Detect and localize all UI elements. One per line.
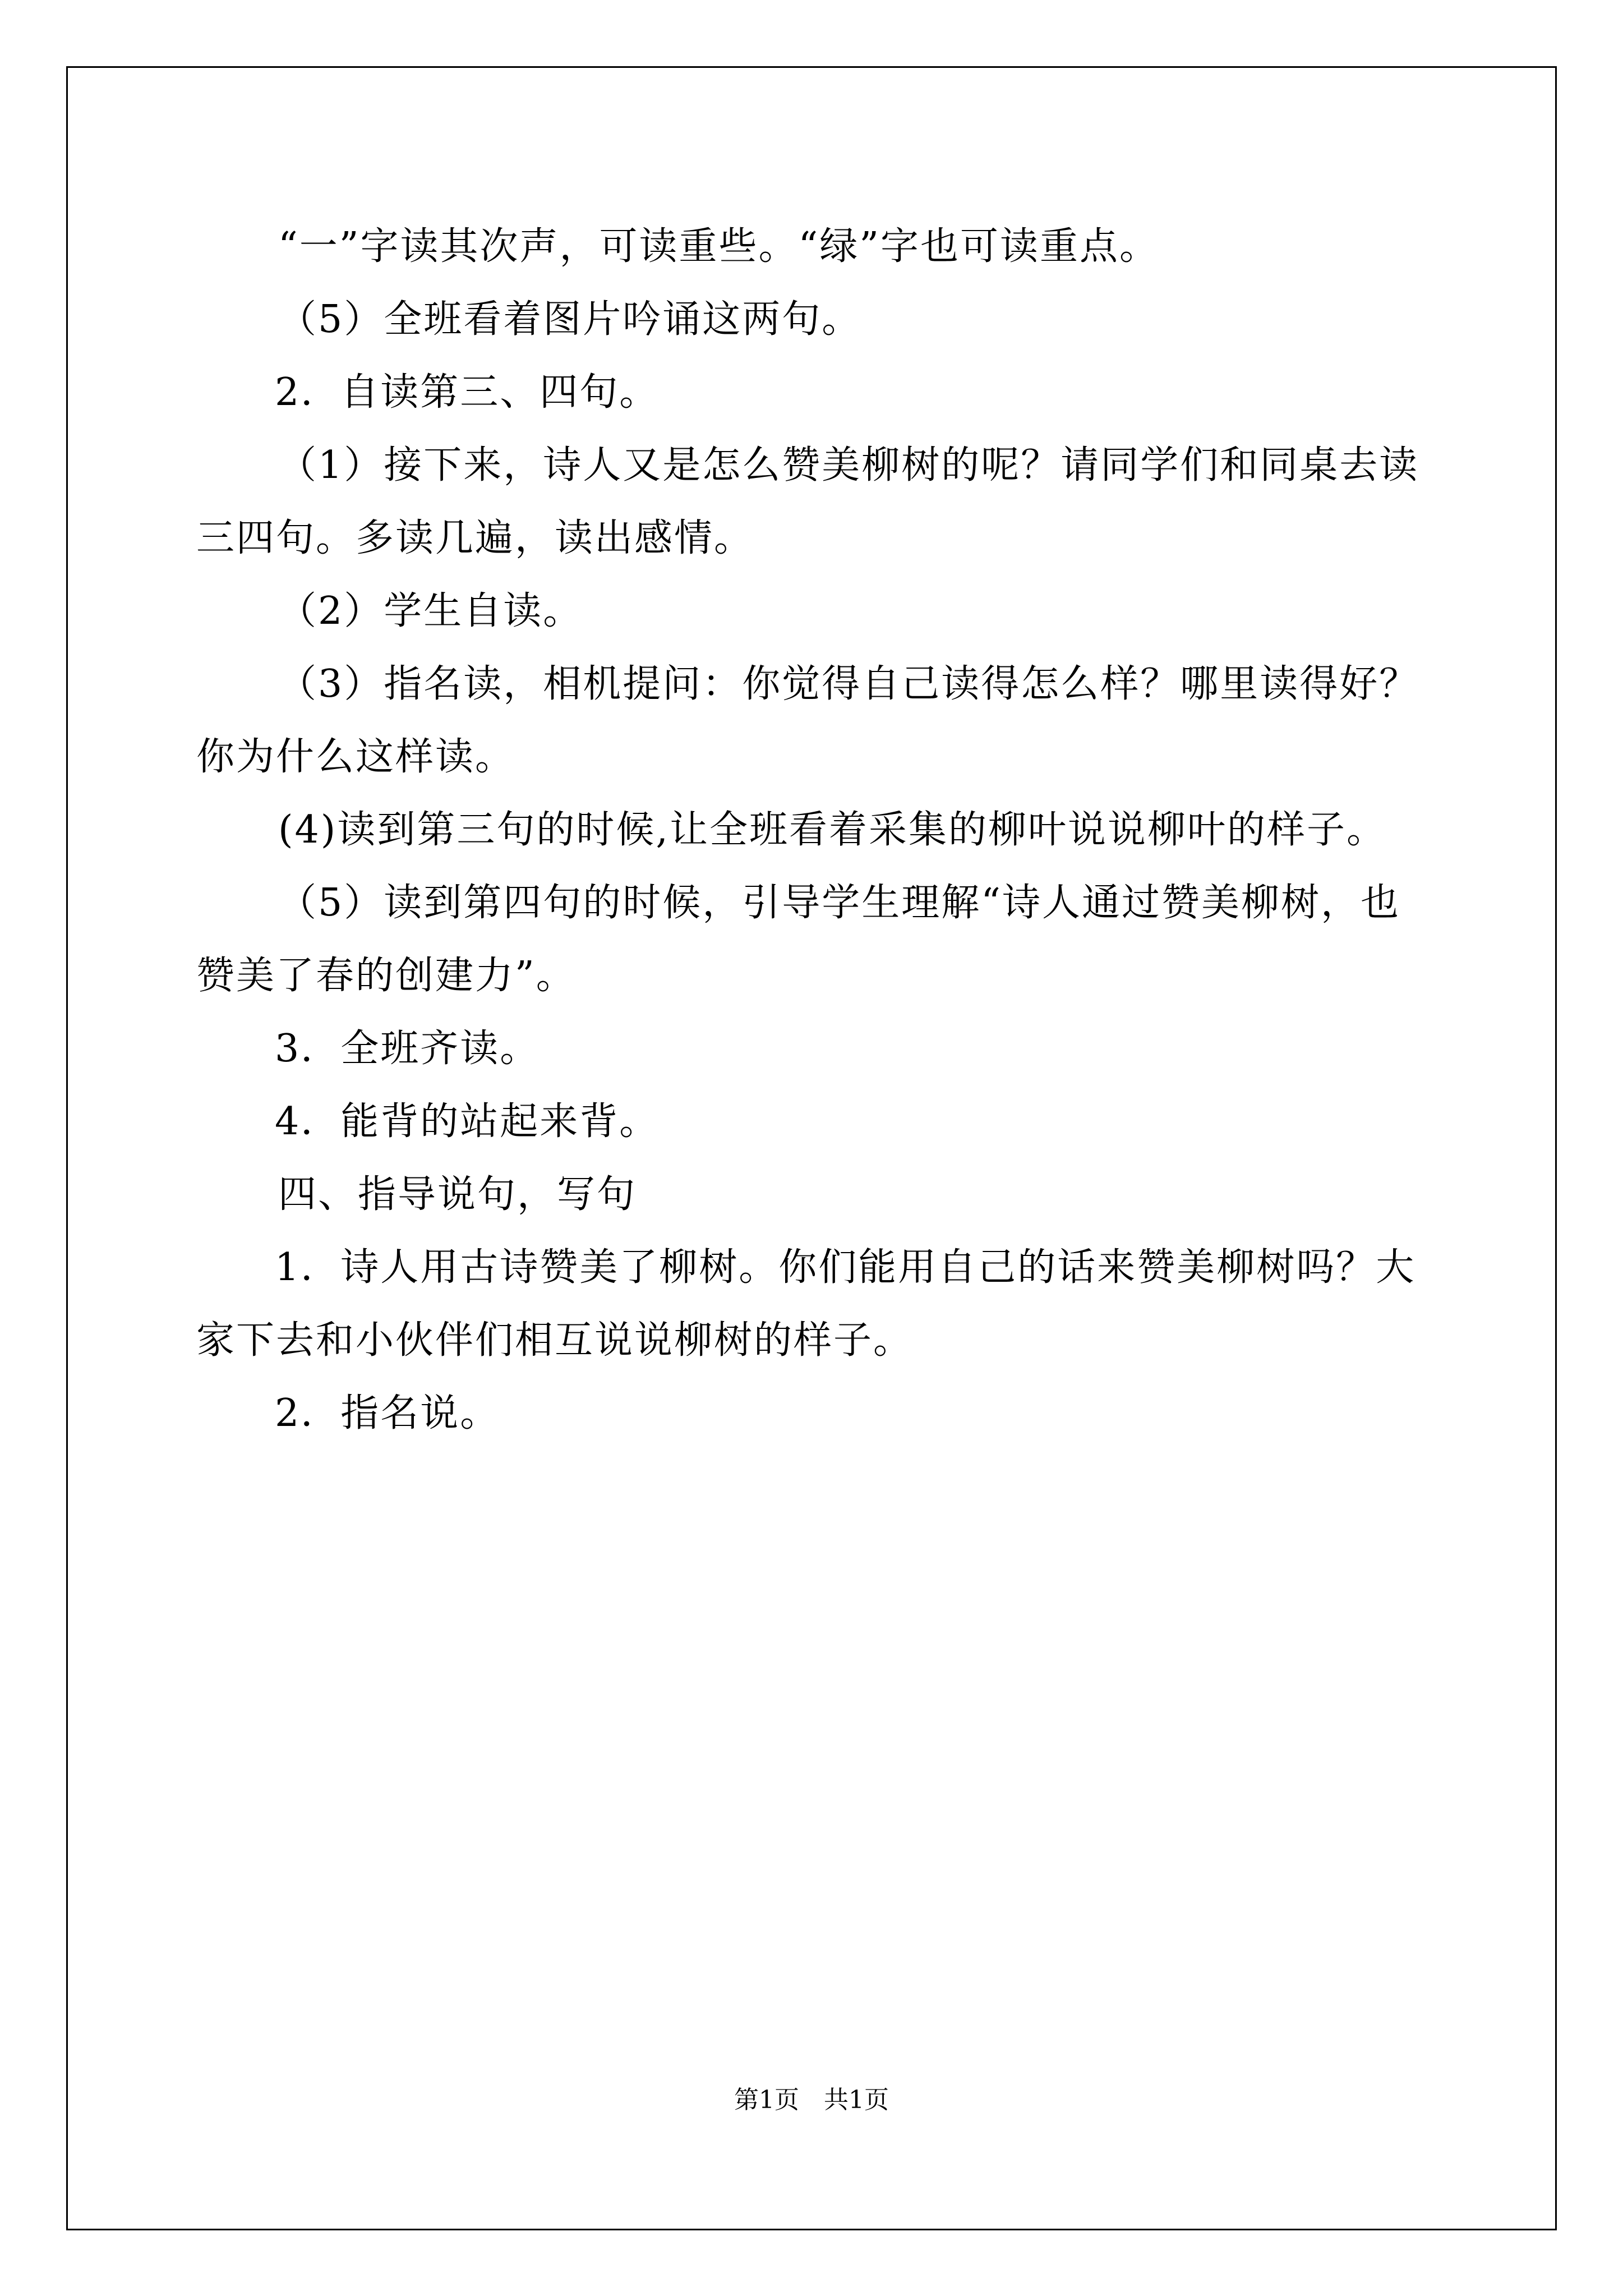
- text-line: （5）读到第四句的时候，引导学生理解“诗人通过赞美柳树，也: [278, 881, 1401, 925]
- section-heading: 四、指导说句，写句: [278, 1172, 637, 1217]
- text-line: 家下去和小伙伴们相互说说柳树的样子。: [196, 1318, 914, 1363]
- text-line: 1．诗人用古诗赞美了柳树。你们能用自己的话来赞美柳树吗？大: [275, 1245, 1416, 1290]
- text-line: 2．自读第三、四句。: [275, 370, 660, 415]
- page-footer: 第1页 共1页: [734, 2086, 889, 2114]
- text-line: 赞美了春的创建力”。: [196, 954, 576, 998]
- text-line: （1）接下来，诗人又是怎么赞美柳树的呢？请同学们和同桌去读: [278, 443, 1419, 487]
- text-line: 4．能背的站起来背。: [275, 1099, 660, 1144]
- text-line: (4)读到第三句的时候,让全班看着采集的柳叶说说柳叶的样子。: [278, 808, 1386, 852]
- text-line: 三四句。多读几遍，读出感情。: [196, 516, 754, 560]
- text-line: 2．指名说。: [275, 1391, 500, 1435]
- text-line: 3．全班齐读。: [275, 1027, 540, 1071]
- text-line: （5）全班看着图片吟诵这两句。: [278, 297, 862, 342]
- text-line: （3）指名读，相机提问：你觉得自己读得怎么样？哪里读得好？: [278, 662, 1419, 706]
- text-line: （2）学生自读。: [278, 589, 583, 633]
- text-line: “一”字读其次声，可读重些。“绿”字也可读重点。: [278, 224, 1160, 269]
- text-line: 你为什么这样读。: [196, 735, 515, 779]
